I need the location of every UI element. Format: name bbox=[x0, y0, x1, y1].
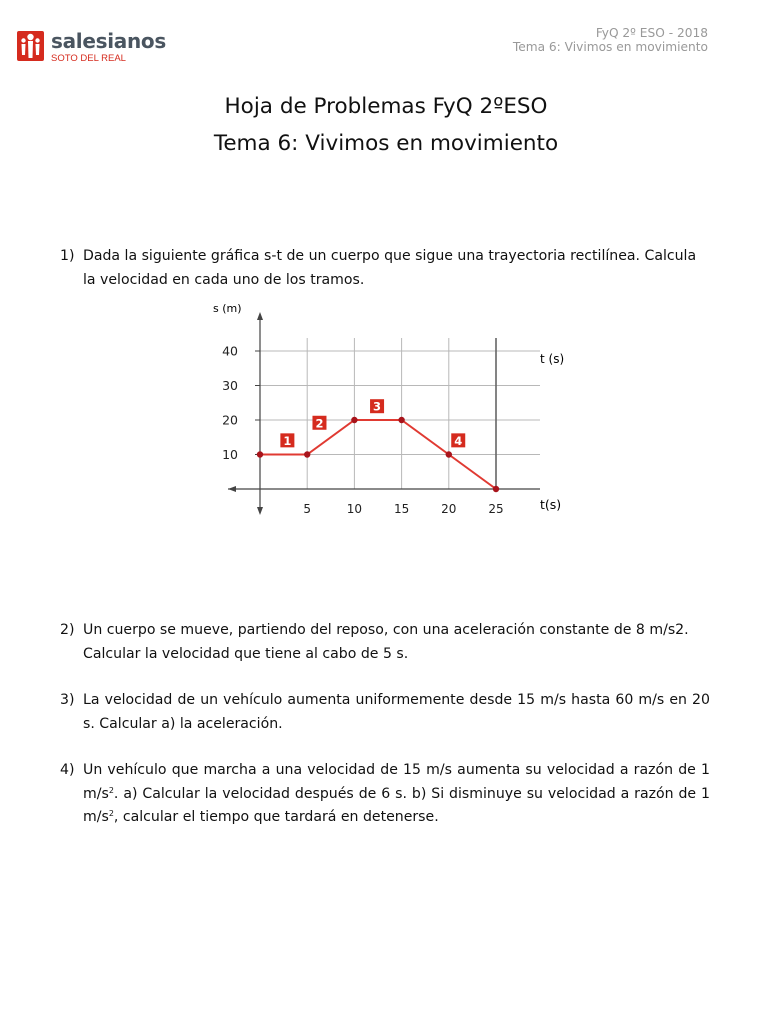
chart-tick-labels bbox=[222, 344, 504, 517]
salesianos-emblem-icon bbox=[17, 31, 44, 61]
page-title: Hoja de Problemas FyQ 2ºESO bbox=[224, 94, 548, 119]
salesianos-logo bbox=[17, 31, 166, 64]
problem-text-line: la velocidad en cada uno de los tramos. bbox=[83, 271, 365, 288]
x-tick-label: 10 bbox=[346, 502, 363, 516]
problem-text-line bbox=[83, 806, 710, 830]
chart-grid bbox=[260, 338, 540, 489]
y-axis-arrow-down-icon bbox=[257, 507, 263, 515]
logo-subtitle: SOTO DEL REAL bbox=[51, 53, 126, 64]
x-tick-label: 5 bbox=[303, 502, 312, 516]
data-point bbox=[493, 486, 499, 492]
problem-text-line: s. Calcular a) la aceleración. bbox=[83, 715, 283, 732]
chart-y-axis-label: s (m) bbox=[213, 302, 242, 315]
y-tick-label: 20 bbox=[222, 412, 238, 428]
data-point bbox=[257, 451, 263, 457]
segment-label: 3 bbox=[373, 399, 382, 414]
chart-axes bbox=[228, 312, 540, 515]
problem-4 bbox=[60, 759, 710, 830]
problem-number: 4) bbox=[60, 762, 75, 778]
segment-label: 1 bbox=[283, 433, 292, 448]
x-tick-label: 15 bbox=[393, 502, 410, 516]
chart-x-axis-label-top: t (s) bbox=[540, 352, 565, 366]
problem-text-line: La velocidad de un vehículo aumenta uniformemente desde 15 m/s hasta 60 m/s en 20 bbox=[83, 692, 710, 708]
problem-text-line bbox=[83, 783, 710, 807]
x-tick-label: 25 bbox=[488, 502, 504, 516]
unit-exponent: 2 bbox=[108, 785, 114, 795]
data-point bbox=[398, 417, 404, 423]
y-axis-arrow-up-icon bbox=[257, 312, 263, 320]
position-time-chart bbox=[200, 296, 580, 526]
problem-2 bbox=[60, 619, 710, 666]
y-tick-label: 40 bbox=[222, 343, 238, 359]
header-course: FyQ 2º ESO - 2018 bbox=[595, 26, 708, 40]
chart-x-axis-label: t(s) bbox=[540, 497, 562, 512]
problem-text-line: Un vehículo que marcha a una velocidad de 15 m/s aumenta su velocidad a razón de 1 bbox=[83, 762, 710, 778]
page-header-info bbox=[513, 26, 708, 54]
data-point bbox=[446, 451, 452, 457]
problem-text-line: Calcular la velocidad que tiene al cabo de 5 s. bbox=[83, 645, 409, 662]
y-tick-label: 30 bbox=[222, 378, 238, 393]
unit-exponent: 2 bbox=[108, 809, 114, 818]
data-point bbox=[351, 417, 357, 423]
x-axis-arrow-icon bbox=[228, 486, 236, 492]
chart-segment-labels bbox=[280, 399, 465, 448]
problem-text-line: Un cuerpo se mueve, partiendo del reposo, con una aceleración constante de 8 m/s2. bbox=[83, 622, 689, 638]
problem-text-fragment: , calcular el tiempo que tardará en detenerse. bbox=[113, 809, 439, 825]
x-tick-label: 20 bbox=[441, 502, 457, 516]
header-topic: Tema 6: Vivimos en movimiento bbox=[512, 40, 708, 54]
problem-text-line: Dada la siguiente gráfica s-t de un cuerpo que sigue una trayectoria rectilínea. Calcula bbox=[83, 248, 697, 264]
problem-3 bbox=[60, 689, 710, 736]
segment-label: 2 bbox=[315, 416, 324, 431]
problem-number: 2) bbox=[60, 622, 75, 638]
page-subtitle: Tema 6: Vivimos en movimiento bbox=[213, 131, 559, 156]
logo-name: salesianos bbox=[51, 29, 166, 53]
problem-1 bbox=[60, 245, 710, 292]
segment-label: 4 bbox=[454, 433, 463, 448]
y-tick-label: 10 bbox=[222, 447, 238, 462]
data-point bbox=[304, 451, 310, 457]
unit-text: m/s bbox=[83, 785, 109, 802]
problem-number: 3) bbox=[60, 692, 75, 708]
problem-text-fragment: . a) Calcular la velocidad después de 6 s. b) Si disminuye su velocidad a razón de 1 bbox=[113, 785, 710, 802]
problem-number: 1) bbox=[60, 248, 75, 264]
unit-text: m/s bbox=[83, 809, 109, 825]
